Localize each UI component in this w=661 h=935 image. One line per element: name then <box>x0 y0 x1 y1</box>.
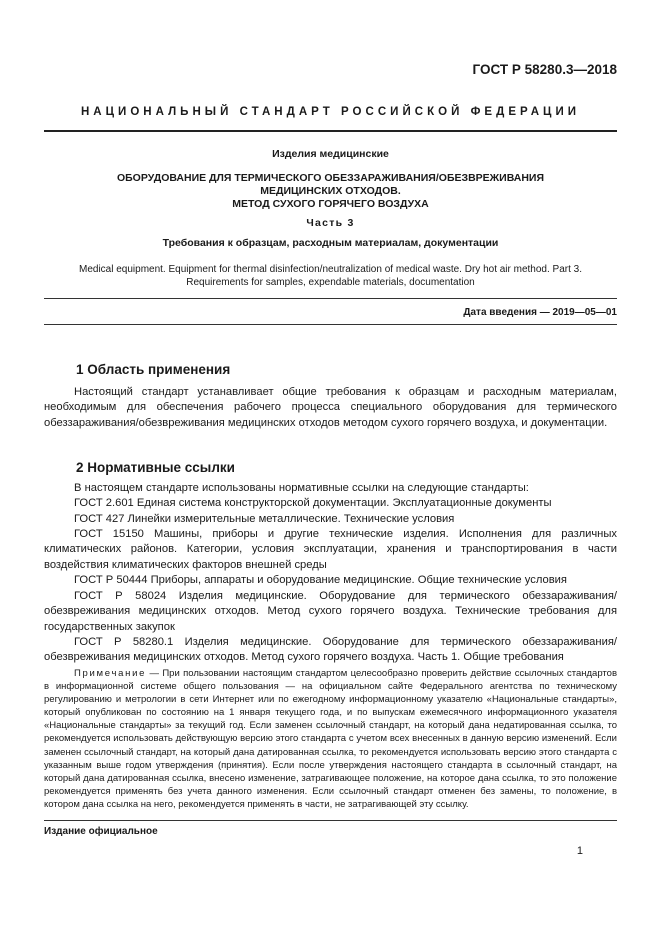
main-title-line-2: МЕДИЦИНСКИХ ОТХОДОВ. <box>260 185 401 197</box>
english-title-line-1: Medical equipment. Equipment for thermal disinfection/neutralization of medical waste. Dry hot air method. Part 3. <box>78 264 583 275</box>
national-standard-banner: НАЦИОНАЛЬНЫЙ СТАНДАРТ РОССИЙСКОЙ ФЕДЕРАЦИИ <box>80 106 581 118</box>
main-title-line-3: МЕТОД СУХОГО ГОРЯЧЕГО ВОЗДУХА <box>232 198 429 210</box>
section-1-heading: 1 Область применения <box>76 362 231 377</box>
main-title-line-1: ОБОРУДОВАНИЕ ДЛЯ ТЕРМИЧЕСКОГО ОБЕЗЗАРАЖИВАНИЯ/ОБЕЗВРЕЖИВАНИЯ <box>116 172 545 184</box>
reference-item: ГОСТ 427 Линейки измерительные металлические. Технические условия <box>74 513 455 525</box>
page-number: 1 <box>576 845 583 857</box>
document-designation: ГОСТ Р 58280.3—2018 <box>472 62 617 77</box>
english-title-line-2: Requirements for samples, expendable materials, documentation <box>186 277 475 288</box>
subtitle: Требования к образцам, расходным материалам, документации <box>162 237 499 249</box>
reference-item: ГОСТ 2.601 Единая система конструкторской документации. Эксплуатационные документы <box>74 497 552 509</box>
footer-rule <box>44 820 617 821</box>
title-group: Изделия медицинские <box>272 148 389 160</box>
introduction-date: Дата введения — 2019—05—01 <box>463 307 617 318</box>
section-2-heading: 2 Нормативные ссылки <box>76 460 235 475</box>
reference-item: ГОСТ Р 50444 Приборы, аппараты и оборудование медицинские. Общие технические условия <box>74 574 567 586</box>
reference-item: ГОСТ Р 58280.1 Изделия медицинские. Оборудование для термического обеззараживания/обезвреживания медицинских отходов. Метод сухого горячего воздуха. Часть 1. Общие требования <box>44 636 617 664</box>
title-rule <box>44 298 617 299</box>
section-2-intro: В настоящем стандарте использованы нормативные ссылки на следующие стандарты: <box>74 482 529 494</box>
section-1-text: Настоящий стандарт устанавливает общие требования к образцам и расходным материалам, необходимым для обеспечения рабочего процесса специального оборудования для термического обеззараживания/обезвреживания медицинских отходов методом сухого горячего воздуха, и документации. <box>44 386 617 429</box>
banner-rule <box>44 130 617 132</box>
note-label: Примечание <box>74 668 147 679</box>
reference-item: ГОСТ Р 58024 Изделия медицинские. Оборудование для термического обеззараживания/обезвреживания медицинских отходов. Метод сухого горячего воздуха. Технические требования для государственных закупок <box>44 590 617 633</box>
note-text: — При пользовании настоящим стандартом целесообразно проверить действие ссылочных стандартов в информационной системе общего пользования — на официальном сайте Федерального агентства по техническому регулированию и метрологии в сети Интернет или по ежегодному информационному указателю «Национальные стандарты», который опубликован по состоянию на 1 января текущего года, и по выпускам ежемесячного информационного указателя «Национальные стандарты» за текущий год. Если заменен ссылочный стандарт, на который дана недатированная ссылка, то рекомендуется использовать действующую версию этого стандарта с учетом всех внесенных в данную версию изменений. Если заменен ссылочный стандарт, на который дана датированная ссылка, то рекомендуется использовать версию этого стандарта с указанным выше годом утверждения (принятия). Если после утверждения настоящего стандарта в ссылочный стандарт, на который дана датированная ссылка, внесено изменение, затрагивающее положение, на которое дана ссылка, то это положение рекомендуется применять без учета данного изменения. Если ссылочный стандарт отменен без замены, то положение, в котором дана ссылка на него, рекомендуется применять в части, не затрагивающей эту ссылку. <box>44 668 617 810</box>
note-block <box>44 667 617 811</box>
edition-label: Издание официальное <box>44 826 158 837</box>
part-label: Часть 3 <box>306 217 355 229</box>
date-rule <box>44 324 617 325</box>
reference-item: ГОСТ 15150 Машины, приборы и другие технические изделия. Исполнения для различных климатических районов. Категории, условия эксплуатации, хранения и транспортирования в части воздействия климатических факторов внешней среды <box>44 528 617 571</box>
